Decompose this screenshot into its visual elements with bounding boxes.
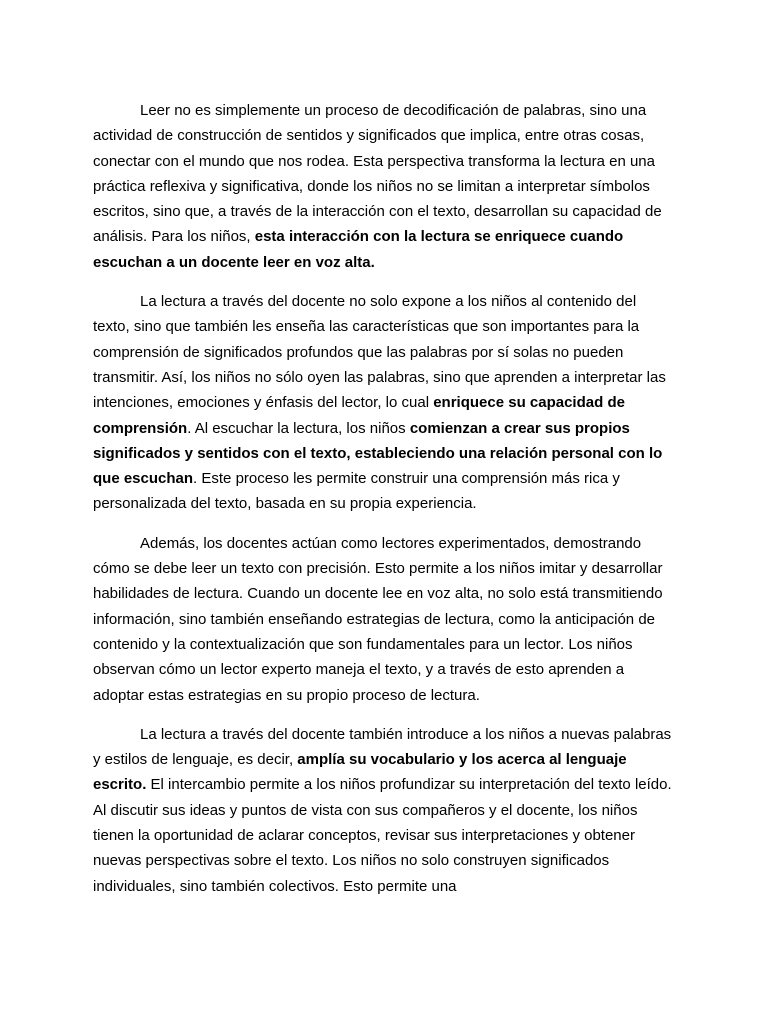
text-segment: La lectura a través del docente también introduce a los niños a nuevas palabras y estilos de lenguaje, es decir, bbox=[93, 725, 672, 769]
text-segment: Además, los docentes actúan como lectores experimentados, demostrando cómo se debe leer un texto con precisión. Esto permite a los niños imitar y desarrollar habilidades de lectura. Cuando un docente lee en voz alta, no solo está transmitiendo información, sino también enseñando estrategias de lectura, como la anticipación de contenido y la contextualización que son fundamentales para un lector. Los niños observan cómo un lector experto maneja el texto, y a través de esto aprenden a adoptar estas estrategias en su propio proceso de lectura. bbox=[93, 534, 663, 704]
bold-text-segment: comienzan a crear sus propios significados y sentidos con el texto, estableciendo una relación personal con lo que escuchan bbox=[93, 419, 663, 488]
bold-text-segment: esta interacción con la lectura se enriquece cuando escuchan a un docente leer en voz alta. bbox=[93, 228, 624, 271]
text-segment: El intercambio permite a los niños profundizar su interpretación del texto leído. Al discutir sus ideas y puntos de vista con sus compañeros y el docente, los niños tienen la oportunidad de aclarar conceptos, revisar sus interpretaciones y obtener nuevas perspectivas sobre el texto. Los niños no solo construyen significados individuales, sino también colectivos. Esto permite una bbox=[93, 776, 672, 895]
paragraph-4 bbox=[93, 722, 677, 899]
paragraph-3 bbox=[93, 531, 677, 708]
text-segment: . Este proceso les permite construir una comprensión más rica y personalizada del texto, basada en su propia experiencia. bbox=[93, 470, 620, 513]
bold-text-segment: enriquece su capacidad de comprensión bbox=[93, 394, 625, 437]
text-segment: Leer no es simplemente un proceso de decodificación de palabras, sino una actividad de construcción de sentidos y significados que implica, entre otras cosas, conectar con el mundo que nos rodea. Esta perspectiva transforma la lectura en una práctica reflexiva y significativa, donde los niños no se limitan a interpretar símbolos escritos, sino que, a través de la interacción con el texto, desarrollan su capacidad de análisis. Para los niños, bbox=[93, 102, 662, 246]
bold-text-segment: amplía su vocabulario y los acerca al lenguaje escrito. bbox=[93, 751, 627, 794]
text-segment: . Al escuchar la lectura, los niños bbox=[187, 419, 410, 437]
document-page bbox=[93, 98, 677, 913]
paragraph-1 bbox=[93, 98, 677, 275]
text-segment: La lectura a través del docente no solo expone a los niños al contenido del texto, sino que también les enseña las características que son importantes para la comprensión de significados profundos que las palabras por sí solas no pueden transmitir. Así, los niños no sólo oyen las palabras, sino que aprenden a interpretar las intenciones, emociones y énfasis del lector, lo cual bbox=[93, 293, 666, 412]
paragraph-2 bbox=[93, 289, 677, 517]
